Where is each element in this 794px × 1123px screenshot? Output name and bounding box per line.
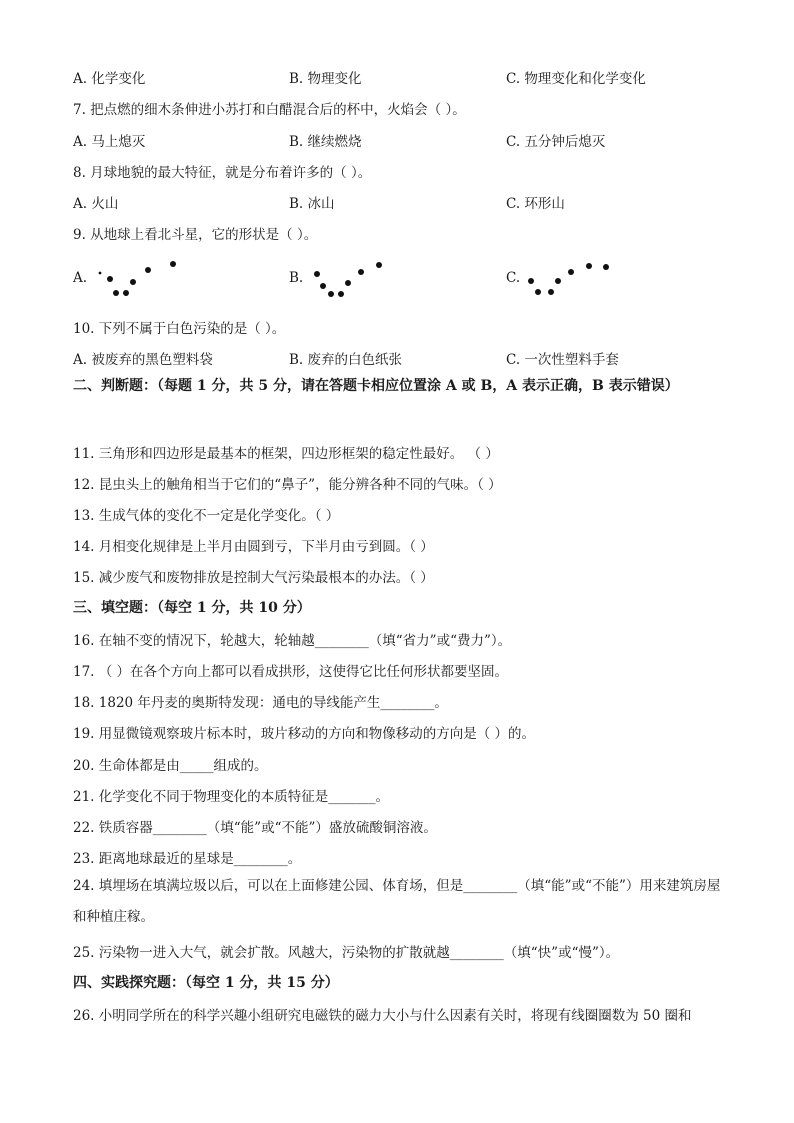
star-dot (535, 289, 541, 295)
fill-question-17: 17. （ ）在各个方向上都可以看成拱形，这使得它比任何形状都要坚固。 (73, 664, 509, 680)
fill-question-18: 18. 1820 年丹麦的奥斯特发现：通电的导线能产生________。 (73, 695, 448, 711)
star-dot (528, 278, 534, 284)
q9-option-a-label: A. (73, 270, 88, 286)
practice-question-26: 26. 小明同学所在的科学兴趣小组研究电磁铁的磁力大小与什么因素有关时，将现有线圈圈数为 50 圈和 (73, 1008, 692, 1024)
q10-text: 10. 下列不属于白色污染的是（ ）。 (73, 321, 286, 337)
q6-option-a: A. 化学变化 (73, 71, 146, 87)
judge-question-12: 12. 昆虫头上的触角相当于它们的“鼻子”，能分辨各种不同的气味。（ ） (73, 477, 502, 493)
q9-option-c-big-dipper-figure (524, 258, 614, 300)
q7-option-b: B. 继续燃烧 (289, 134, 362, 150)
q10-option-a: A. 被废弃的黑色塑料袋 (73, 352, 213, 368)
fill-question-22: 22. 铁质容器________（填“能”或“不能”）盛放硫酸铜溶液。 (73, 820, 437, 836)
star-dot (376, 262, 382, 268)
star-dot (568, 269, 574, 275)
fill-question-20: 20. 生命体都是由_____组成的。 (73, 758, 268, 774)
star-dot (586, 263, 592, 269)
q9-option-b-big-dipper-figure (308, 258, 388, 300)
q10-option-c: C. 一次性塑料手套 (506, 352, 619, 368)
fill-question-23: 23. 距离地球最近的星球是________。 (73, 851, 302, 867)
judge-question-11: 11. 三角形和四边形是最基本的框架，四边形框架的稳定性最好。 （ ） (73, 446, 499, 462)
star-dot (123, 290, 129, 296)
q6-option-b: B. 物理变化 (289, 71, 362, 87)
judge-question-14: 14. 月相变化规律是上半月由圆到亏，下半月由亏到圆。（ ） (73, 539, 434, 555)
star-dot (170, 261, 176, 267)
star-dot (358, 269, 364, 275)
star-dot (338, 291, 344, 297)
q7-option-c: C. 五分钟后熄灭 (506, 134, 606, 150)
fill-question-21: 21. 化学变化不同于物理变化的本质特征是_______。 (73, 789, 390, 805)
star-dot (603, 264, 609, 270)
star-dot (113, 290, 119, 296)
star-dot (328, 291, 334, 297)
section-4-heading: 四、实践探究题：（每空 1 分，共 15 分） (73, 975, 339, 991)
star-dot (130, 279, 136, 285)
star-dot (548, 289, 554, 295)
q8-option-c: C. 环形山 (506, 196, 565, 212)
star-dot (99, 272, 102, 275)
star-dot (107, 276, 113, 282)
fill-question-25: 25. 污染物一进入大气，就会扩散。风越大，污染物的扩散就越________（填“快”或“慢”）。 (73, 945, 620, 961)
section-3-heading: 三、填空题：（每空 1 分，共 10 分） (73, 600, 311, 616)
star-dot (555, 278, 561, 284)
star-dot (145, 267, 151, 273)
judge-question-13: 13. 生成气体的变化不一定是化学变化。（ ） (73, 508, 340, 524)
q8-option-a: A. 火山 (73, 196, 119, 212)
q7-text: 7. 把点燃的细木条伸进小苏打和白醋混合后的杯中，火焰会（ ）。 (73, 102, 466, 118)
q8-text: 8. 月球地貌的最大特征，就是分布着许多的（ ）。 (73, 165, 372, 181)
judge-question-15: 15. 减少废气和废物排放是控制大气污染最根本的办法。（ ） (73, 570, 434, 586)
q8-option-b: B. 冰山 (289, 196, 335, 212)
q9-option-a-big-dipper-figure (96, 258, 186, 300)
q9-option-b-label: B. (289, 270, 304, 286)
fill-question-19: 19. 用显微镜观察玻片标本时，玻片移动的方向和物像移动的方向是（ ）的。 (73, 726, 536, 742)
q10-option-b: B. 废弃的白色纸张 (289, 352, 403, 368)
fill-question-24: 24. 填埋场在填满垃圾以后，可以在上面修建公园、体育场，但是________（填“能”或“不能”）用来建筑房屋和种植庄稼。 (73, 878, 721, 925)
star-dot (345, 280, 351, 286)
section-2-heading: 二、判断题：（每题 1 分，共 5 分，请在答题卡相应位置涂 A 或 B，A 表示正确，B 表示错误） (73, 378, 679, 394)
q7-option-a: A. 马上熄灭 (73, 134, 146, 150)
star-dot (314, 271, 320, 277)
q9-text: 9. 从地球上看北斗星，它的形状是（ ）。 (73, 227, 318, 243)
fill-question-16: 16. 在轴不变的情况下，轮越大，轮轴越________（填“省力”或“费力”）。 (73, 633, 512, 649)
q9-option-c-label: C. (506, 270, 521, 286)
q6-option-c: C. 物理变化和化学变化 (506, 71, 646, 87)
star-dot (320, 283, 326, 289)
